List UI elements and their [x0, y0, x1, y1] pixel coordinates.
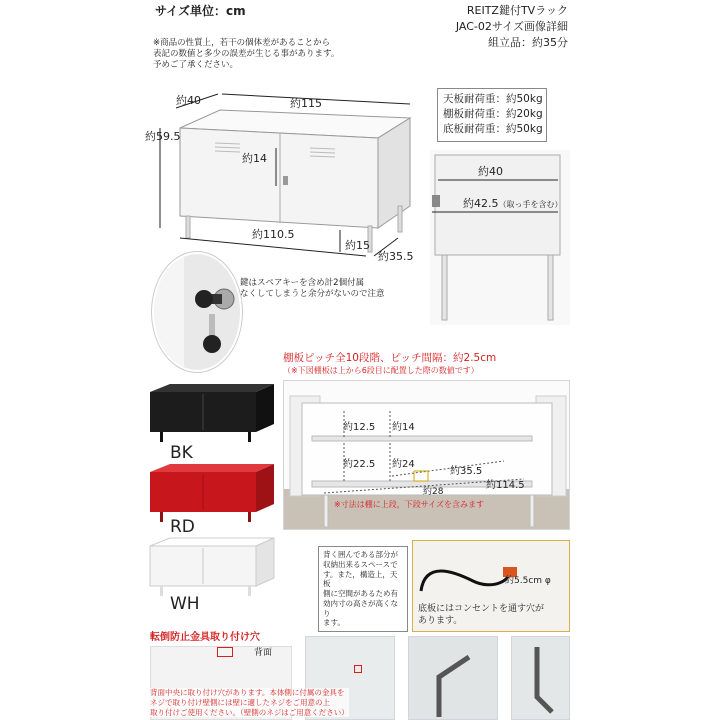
space-note-line: 背く囲んである部分が	[323, 550, 398, 559]
shelf-title: 棚板ピッチ全10段階、ピッチ間隔：約2.5cm	[283, 352, 497, 364]
storage-space-note	[318, 546, 408, 632]
side-handle-note: （取っ手を含む）	[498, 200, 563, 209]
shelf-dim-1: 約12.5	[343, 422, 376, 433]
color-code-wh: WH	[170, 594, 200, 614]
notice-line: 予めご了承ください。	[153, 60, 239, 71]
load-top: 天板耐荷重：約50kg	[443, 93, 543, 105]
dim-width: 約115	[290, 97, 322, 110]
color-variant-rd	[148, 462, 278, 524]
dim-depth: 約40	[176, 94, 201, 107]
notice-text	[153, 38, 339, 71]
key-note-line: なくしてしまうと余分がないので注意	[240, 289, 385, 300]
mount-hole-marker	[217, 647, 233, 657]
antitip-note-line: 取り付けご使用ください。（壁側のネジはご用意ください）	[150, 707, 349, 717]
model-label: JAC-02サイズ画像詳細	[455, 20, 568, 33]
color-variant-wh	[148, 536, 278, 598]
notice-line: ※商品の性質上，若干の個体差があることから	[153, 38, 331, 48]
shelf-subtitle: （※下図棚板は上から6段目に配置した際の数値です）	[283, 366, 479, 375]
key-note	[240, 278, 385, 300]
shelf-dim-7: 約28	[423, 487, 444, 497]
space-note-line: 効内寸の高さが高くなり	[323, 598, 398, 618]
shelf-dim-2: 約14	[392, 422, 415, 433]
assembly-time: 組立品：約35分	[488, 36, 568, 49]
dim-height: 約59.5	[145, 130, 181, 143]
bracket-wall-icon	[512, 637, 570, 720]
load-shelf: 棚板耐荷重：約20kg	[443, 108, 543, 121]
dim-door: 約14	[242, 152, 267, 165]
space-note-line: 収納出来るスペースで	[323, 559, 398, 569]
shelf-dim-5: 約35.5	[450, 466, 483, 477]
key-note-line: 鍵はスペアキーを含め計2個付属	[240, 278, 365, 288]
notice-line: 表記の数値と多少の誤差が生じる事があります。	[153, 49, 340, 60]
shelf-dim-6: 約114.5	[486, 480, 525, 491]
space-note-line: 側に空間があるため有	[323, 589, 398, 598]
side-handle-depth	[463, 195, 563, 211]
bracket-photo-2	[408, 636, 498, 720]
shelf-dim-4: 約24	[392, 459, 415, 470]
outlet-text-line: 底板にはコンセントを通す穴が	[418, 604, 545, 614]
dim-leg: 約15	[345, 239, 370, 252]
space-note-line: す。また，構造上，天板	[323, 569, 398, 589]
antitip-note	[150, 688, 349, 717]
shelf-dim-3: 約22.5	[343, 459, 376, 470]
side-handle-value: 約42.5	[463, 197, 499, 210]
space-note-line: ます。	[323, 618, 345, 628]
load-bottom: 底板耐荷重：約50kg	[443, 123, 543, 136]
side-depth: 約40	[478, 165, 503, 178]
dim-inner-width: 約110.5	[252, 228, 295, 241]
shelf-note: ※寸法は棚に上段，下段サイズを含みます	[334, 500, 485, 509]
key-lock-photo	[152, 252, 242, 372]
antitip-note-line: ネジで取り付け壁側には壁に適したネジをご用意の上	[150, 697, 330, 707]
unit-label: サイズ単位：cm	[155, 4, 246, 18]
key-icon	[154, 254, 242, 372]
product-name: REITZ鍵付TVラック	[466, 4, 568, 17]
color-code-bk: BK	[170, 443, 193, 463]
cable-icon	[413, 541, 571, 601]
load-capacity-box	[437, 88, 547, 142]
antitip-note-line: 背面中央に取り付け穴があります。本体側に付属の金具を	[150, 688, 345, 697]
color-code-rd: RD	[170, 517, 195, 537]
bracket-icon	[409, 637, 498, 720]
screw-hole-marker	[354, 665, 362, 673]
outlet-text-line: あります。	[418, 615, 463, 626]
outlet-size: 約5.5cm φ	[505, 576, 551, 586]
outlet-text	[418, 604, 544, 627]
color-variant-bk	[148, 382, 278, 444]
bracket-photo-3	[511, 636, 570, 720]
dim-depth2: 約35.5	[378, 250, 414, 263]
antitip-title: 転倒防止金具取り付け穴	[150, 632, 260, 643]
back-label: 背面	[254, 648, 273, 658]
